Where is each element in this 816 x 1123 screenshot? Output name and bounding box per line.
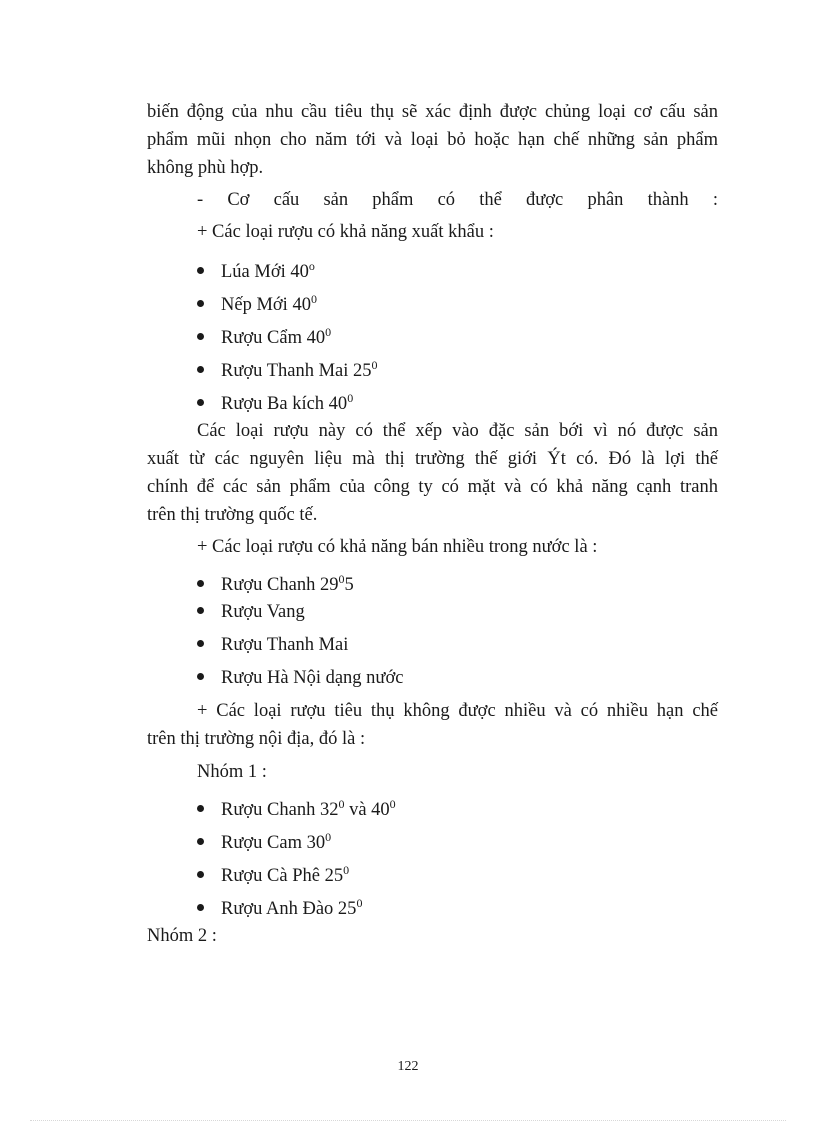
paragraph-line: phẩm mũi nhọn cho năm tới và loại bỏ hoặc hạn chế những sản phẩm	[147, 130, 718, 150]
subsection-heading: + Các loại rượu có khả năng bán nhiều trong nước là :	[197, 537, 598, 557]
item-name: Rượu Anh Đào 25	[221, 899, 357, 920]
item-name: Rượu Chanh 32	[221, 800, 339, 821]
group-label: Nhóm 2 :	[147, 926, 217, 946]
list-item	[197, 353, 378, 383]
paragraph-line: xuất từ các nguyên liệu mà thị trường thế giới Ýt có. Đó là lợi thế	[147, 449, 718, 469]
bullet-icon	[197, 399, 204, 406]
list-item	[197, 792, 396, 822]
item-name-continued: và 40	[344, 800, 390, 821]
bullet-icon	[197, 580, 204, 587]
degree-mark: 0	[371, 358, 378, 372]
list-item	[197, 633, 348, 657]
degree-mark: 0	[338, 572, 345, 586]
section-heading: - Cơ cấu sản phẩm có thể được phân thành :	[197, 190, 718, 210]
item-name: Rượu Cam 30	[221, 833, 326, 854]
list-item	[197, 254, 315, 284]
degree-mark: 0	[325, 830, 332, 844]
bullet-icon	[197, 300, 204, 307]
list-item	[197, 287, 317, 317]
paragraph-line: biến động của nhu cầu tiêu thụ sẽ xác định được chủng loại cơ cấu sản	[147, 102, 718, 122]
bullet-icon	[197, 805, 204, 812]
bullet-icon	[197, 838, 204, 845]
list-item	[197, 600, 305, 624]
page-divider	[30, 1120, 786, 1121]
item-name: Rượu Vang	[221, 602, 305, 622]
paragraph-line: trên thị trường quốc tế.	[147, 505, 318, 525]
bullet-icon	[197, 673, 204, 680]
paragraph-line: không phù hợp.	[147, 158, 264, 178]
bullet-icon	[197, 640, 204, 647]
list-item	[197, 320, 331, 350]
list-item	[197, 386, 353, 416]
degree-mark: 0	[325, 325, 332, 339]
bullet-icon	[197, 871, 204, 878]
group-label: Nhóm 1 :	[197, 762, 267, 782]
degree-mark: 0	[347, 391, 354, 405]
degree-mark: o	[308, 259, 315, 273]
degree-mark: 0	[343, 863, 350, 877]
page-number: 122	[397, 1059, 419, 1074]
bullet-icon	[197, 333, 204, 340]
subsection-heading: + Các loại rượu có khả năng xuất khẩu :	[197, 222, 494, 242]
item-name: Rượu Cẩm 40	[221, 328, 326, 349]
item-name: Rượu Chanh 29	[221, 575, 339, 596]
item-name: Rượu Thanh Mai 25	[221, 361, 372, 382]
list-item	[197, 567, 354, 597]
degree-mark: 0	[310, 292, 317, 306]
item-name: Rượu Thanh Mai	[221, 635, 349, 655]
list-item	[197, 891, 362, 921]
bullet-icon	[197, 904, 204, 911]
list-item	[197, 825, 331, 855]
item-name: Nếp Mới 40	[221, 295, 311, 316]
paragraph-line: chính để các sản phẩm của công ty có mặt và có khả năng cạnh tranh	[147, 477, 718, 497]
paragraph-line: + Các loại rượu tiêu thụ không được nhiều và có nhiều hạn chế	[197, 701, 718, 721]
item-name: Rượu Hà Nội dạng nước	[221, 668, 404, 688]
list-item	[197, 666, 403, 690]
bullet-icon	[197, 366, 204, 373]
bullet-icon	[197, 607, 204, 614]
bullet-icon	[197, 267, 204, 274]
list-item	[197, 858, 349, 888]
item-name: Rượu Cà Phê 25	[221, 866, 344, 887]
degree-mark: 0	[356, 896, 363, 910]
degree-mark: 0	[389, 797, 396, 811]
paragraph-line: Các loại rượu này có thể xếp vào đặc sản bới vì nó được sản	[197, 421, 718, 441]
paragraph-line: trên thị trường nội địa, đó là :	[147, 729, 366, 749]
item-suffix: 5	[344, 575, 354, 596]
item-name: Rượu Ba kích 40	[221, 394, 348, 415]
item-name: Lúa Mới 40	[221, 262, 309, 283]
degree-mark: 0	[338, 797, 345, 811]
